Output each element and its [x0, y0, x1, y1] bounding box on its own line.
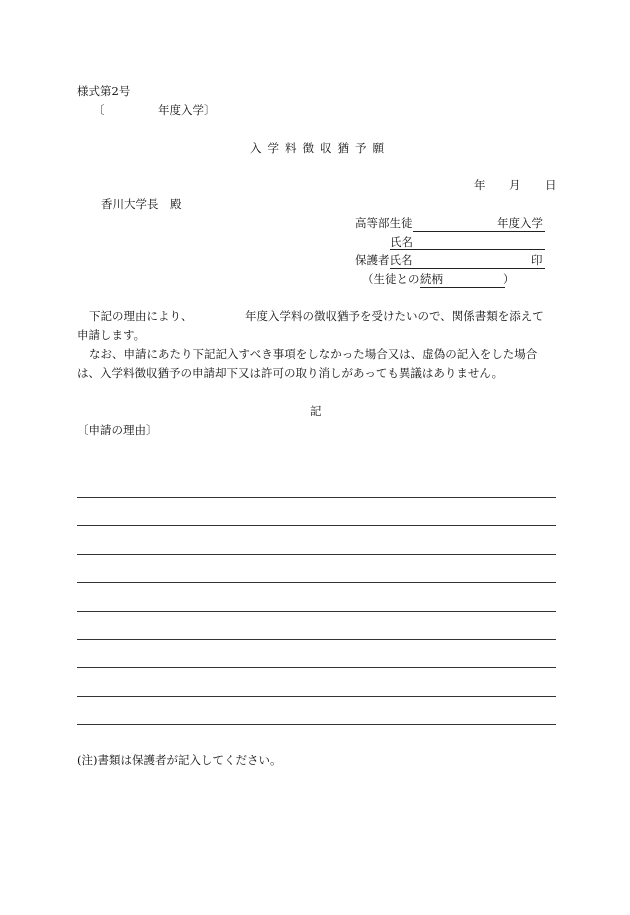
seal-mark: 印	[531, 253, 543, 267]
student-year-underline[interactable]	[413, 231, 545, 232]
footnote: (注)書類は保護者が記入してください。	[77, 753, 282, 767]
page-title: 入学料徴収猶予願	[250, 141, 390, 155]
reason-heading: 〔申請の理由〕	[77, 423, 158, 437]
reason-line[interactable]	[77, 611, 556, 612]
date-year-label: 年	[474, 178, 486, 192]
relationship-close: ）	[503, 272, 515, 286]
reason-line[interactable]	[77, 667, 556, 668]
student-suffix: 年度入学	[497, 216, 543, 230]
student-name-underline[interactable]	[390, 249, 545, 250]
ki-heading: 記	[310, 404, 322, 418]
addressee: 香川大学長 殿	[101, 197, 182, 211]
reason-line[interactable]	[77, 639, 556, 640]
student-name-label: 氏名	[390, 235, 413, 249]
reason-line[interactable]	[77, 497, 556, 498]
relationship-underline[interactable]	[420, 287, 505, 288]
date-month-label: 月	[509, 178, 521, 192]
year-bracket-open: 〔	[93, 103, 105, 117]
reason-line[interactable]	[77, 582, 556, 583]
body-p2-line2: は、入学料徴収猶予の申請却下又は許可の取り消しがあっても異議はありません。	[77, 366, 504, 380]
body-p2-line1: なお、申請にあたり下記記入すべき事項をしなかった場合又は、虚偽の記入をした場合	[89, 347, 538, 361]
reason-line[interactable]	[77, 525, 556, 526]
body-p1-start: 下記の理由により、	[89, 309, 193, 323]
relationship-open: （生徒との	[362, 272, 420, 286]
body-p1-rest: 年度入学料の徴収猶予を受けたいので、関係書類を添えて	[245, 309, 544, 323]
student-prefix: 高等部生徒	[355, 216, 413, 230]
year-bracket-label: 年度入学〕	[158, 103, 216, 117]
guardian-name-underline[interactable]	[390, 268, 545, 269]
reason-line[interactable]	[77, 696, 556, 697]
reason-line[interactable]	[77, 554, 556, 555]
guardian-name-label: 保護者氏名	[355, 253, 413, 267]
relationship-label: 続柄	[420, 272, 443, 286]
body-p1-end: 申請します。	[77, 328, 146, 342]
form-number: 様式第2号	[77, 84, 131, 98]
date-day-label: 日	[545, 178, 557, 192]
reason-line[interactable]	[77, 724, 556, 725]
